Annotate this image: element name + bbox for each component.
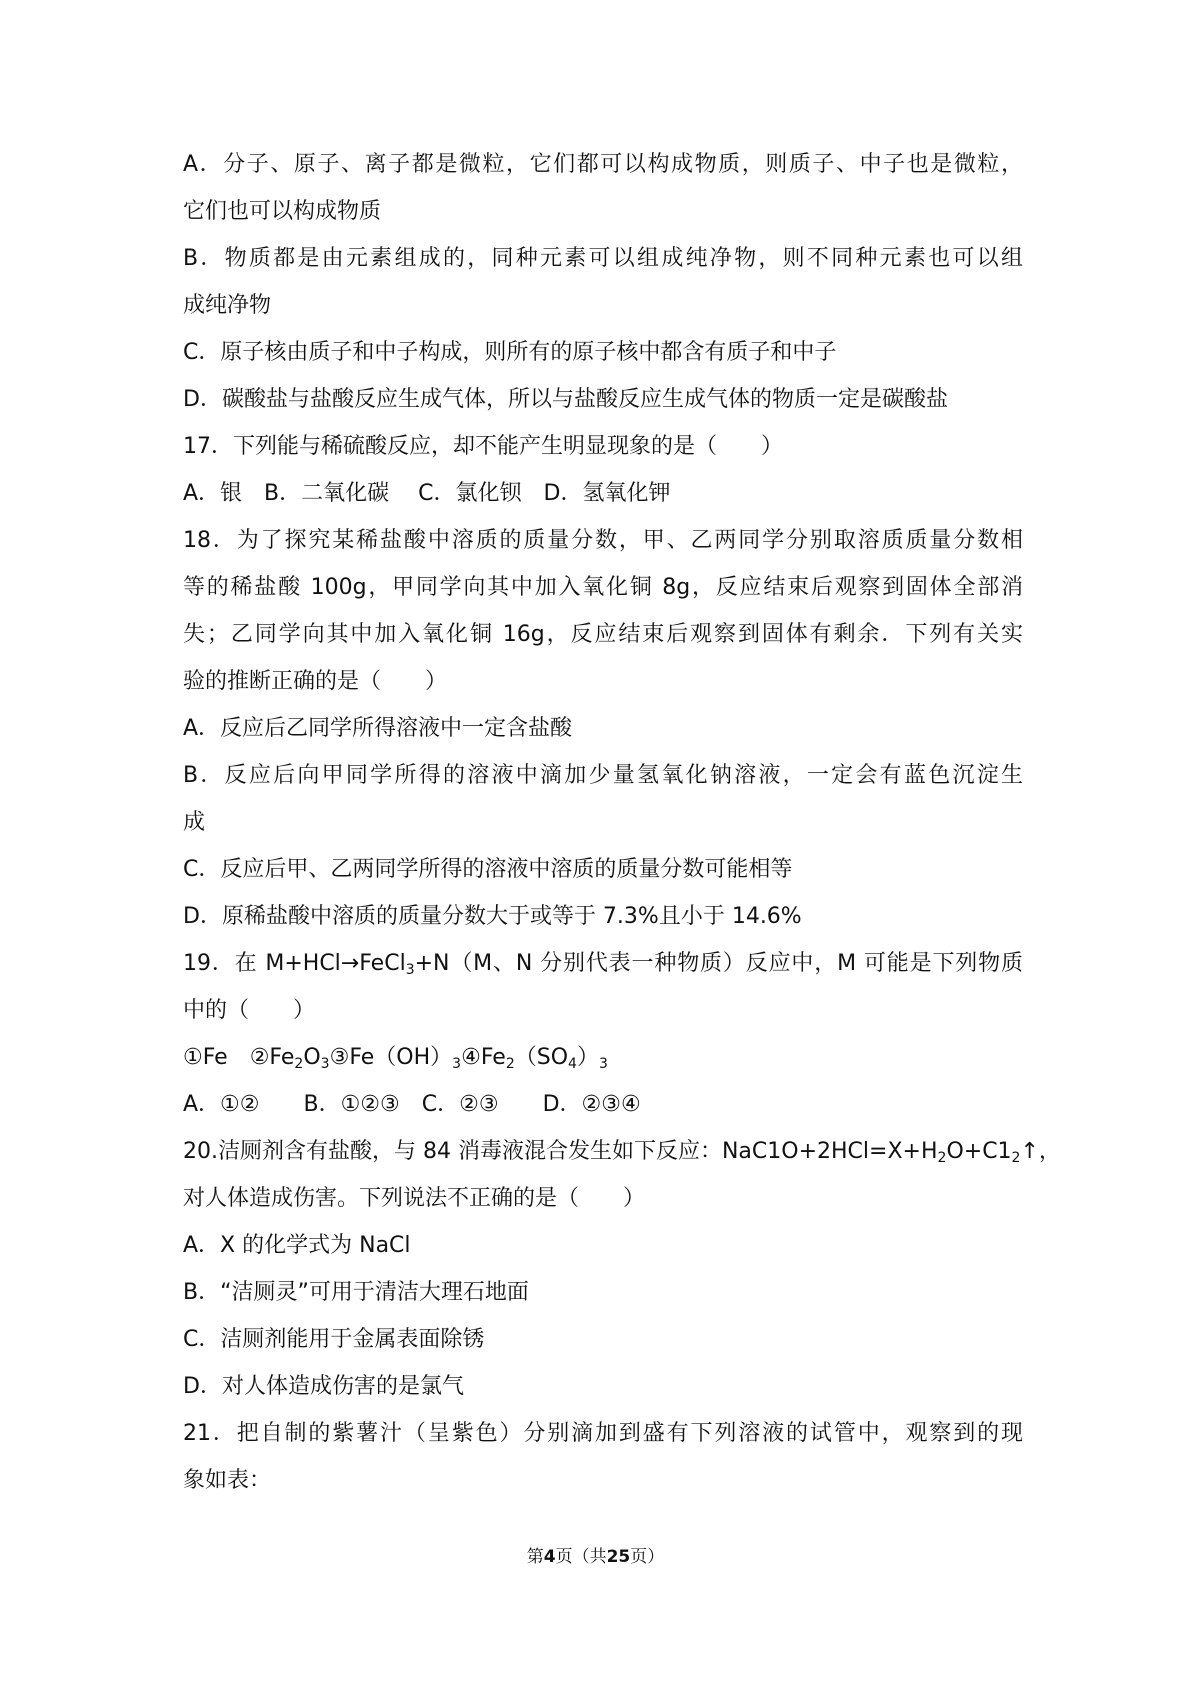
q20-stem-line1 — [183, 1128, 1061, 1175]
page-content — [183, 141, 1061, 1504]
q18-option-d: D．原稀盐酸中溶质的质量分数大于或等于 7.3%且小于 14.6% — [183, 904, 802, 929]
q16-option-a-line2: 它们也可以构成物质 — [183, 199, 382, 224]
q16-option-d: D．碳酸盐与盐酸反应生成气体，所以与盐酸反应生成气体的物质一定是碳酸盐 — [183, 387, 948, 412]
q16-option-c: C．原子核由质子和中子构成，则所有的原子核中都含有质子和中子 — [183, 340, 837, 365]
q19-item-sub-2: 3 — [320, 1056, 330, 1072]
q20-stem-text-2: O+C1 — [946, 1139, 1012, 1164]
q19-items — [183, 1034, 1023, 1081]
q16-option-b-line1: B．物质都是由元素组成的，同种元素可以组成纯净物，则不同种元素也可以组 — [183, 246, 1023, 271]
q19-item-text-1: ①Fe ②Fe — [183, 1045, 295, 1070]
q20-option-c: C．洁厕剂能用于金属表面除锈 — [183, 1327, 485, 1352]
q17-options: A．银 B．二氧化碳 C．氯化钡 D．氢氧化钾 — [183, 481, 671, 506]
footer-page-number: 4 — [543, 1547, 556, 1567]
q20-option-b: B．“洁厕灵”可用于清洁大理石地面 — [183, 1280, 529, 1305]
q18-stem-line3: 失；乙同学向其中加入氧化铜 16g，反应结束后观察到固体有剩余．下列有关实 — [183, 622, 1023, 647]
footer-total-pages: 25 — [606, 1547, 631, 1567]
q19-stem-text-1: 19．在 M+HCl→FeCl — [183, 951, 406, 976]
q19-item-sub-6: 3 — [598, 1056, 608, 1072]
q19-item-text-3: ③Fe（OH） — [329, 1045, 453, 1070]
q18-option-c: C．反应后甲、乙两同学所得的溶液中溶质的质量分数可能相等 — [183, 857, 793, 882]
footer-text-post: 页） — [630, 1547, 665, 1567]
q19-item-text-4: ④Fe — [461, 1045, 506, 1070]
q19-item-text-2: O — [303, 1045, 321, 1070]
q20-stem-sub-1: 2 — [937, 1150, 947, 1166]
q20-stem-text-1: 20.洁厕剂含有盐酸，与 84 消毒液混合发生如下反应：NaC1O+2HCl=X+H — [183, 1139, 938, 1164]
q19-item-text-6: ） — [576, 1045, 599, 1070]
q19-item-sub-4: 2 — [505, 1056, 515, 1072]
q20-stem-sub-2: 2 — [1011, 1150, 1021, 1166]
q19-item-sub-1: 2 — [294, 1056, 304, 1072]
q20-stem-text-3: ↑， — [1020, 1139, 1061, 1164]
q16-option-b-line2: 成纯净物 — [183, 293, 272, 318]
q19-stem-line1 — [183, 940, 1023, 987]
q18-option-b-line2: 成 — [183, 810, 206, 835]
q19-item-text-5: （SO — [514, 1045, 569, 1070]
q18-stem-line1: 18．为了探究某稀盐酸中溶质的质量分数，甲、乙两同学分别取溶质质量分数相 — [183, 528, 1023, 553]
q18-option-a: A．反应后乙同学所得溶液中一定含盐酸 — [183, 716, 573, 741]
q21-stem-line1: 21．把自制的紫薯汁（呈紫色）分别滴加到盛有下列溶液的试管中，观察到的现 — [183, 1421, 1023, 1446]
q19-stem-line2: 中的（ ） — [183, 998, 316, 1023]
q20-stem-line2: 对人体造成伤害。下列说法不正确的是（ ） — [183, 1186, 646, 1211]
page-footer — [0, 1545, 1191, 1569]
footer-text-mid: 页（共 — [555, 1547, 607, 1567]
q20-option-a: A．X 的化学式为 NaCl — [183, 1233, 411, 1258]
q19-item-sub-3: 3 — [452, 1056, 462, 1072]
footer-text-pre: 第 — [526, 1547, 544, 1567]
q19-item-sub-5: 4 — [568, 1056, 577, 1072]
q20-option-d: D．对人体造成伤害的是氯气 — [183, 1374, 464, 1399]
q18-stem-line4: 验的推断正确的是（ ） — [183, 669, 448, 694]
q19-options: A．①② B．①②③ C．②③ D．②③④ — [183, 1092, 641, 1117]
q16-option-a-line1: A．分子、原子、离子都是微粒，它们都可以构成物质，则质子、中子也是微粒， — [183, 152, 1023, 177]
q19-stem-sub: 3 — [405, 962, 415, 978]
q18-stem-line2: 等的稀盐酸 100g，甲同学向其中加入氧化铜 8g，反应结束后观察到固体全部消 — [183, 575, 1023, 600]
q18-option-b-line1: B．反应后向甲同学所得的溶液中滴加少量氢氧化钠溶液，一定会有蓝色沉淀生 — [183, 763, 1023, 788]
q19-stem-text-2: +N（M、N 分别代表一种物质）反应中，M 可能是下列物质 — [414, 951, 1023, 976]
q17-stem: 17．下列能与稀硫酸反应，却不能产生明显现象的是（ ） — [183, 434, 783, 459]
q21-stem-line2: 象如表： — [183, 1468, 272, 1493]
